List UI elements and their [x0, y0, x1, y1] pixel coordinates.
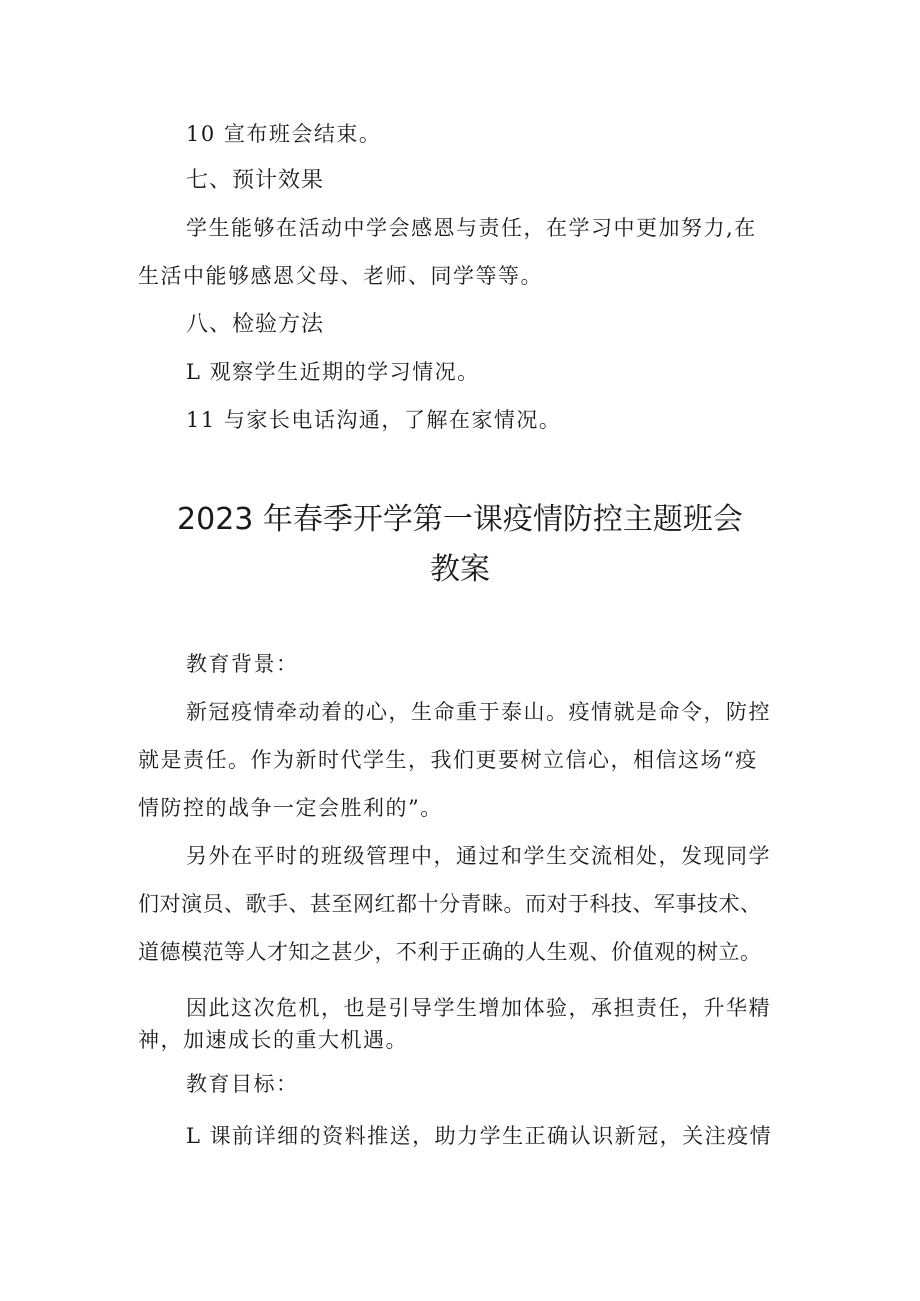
goal-label: 教育目标： — [186, 1072, 299, 1096]
background-paragraph-1-line-3: 情防控的战争一定会胜利的”。 — [138, 796, 443, 820]
section-7-paragraph-line-1: 学生能够在活动中学会感恩与责任，在学习中更加努力,在 — [186, 216, 757, 240]
section-8-heading: 八、检验方法 — [186, 312, 325, 337]
background-paragraph-1-line-2: 就是责任。作为新时代学生，我们更要树立信心，相信这场“疫 — [138, 748, 758, 772]
background-paragraph-1-line-1: 新冠疫情牵动着的心，生命重于泰山。疫情就是命令，防控 — [186, 700, 771, 724]
section-8-item-2: 11 与家长电话沟通，了解在家情况。 — [186, 408, 562, 432]
background-paragraph-3-line-1: 因此这次危机，也是引导学生增加体验，承担责任，升华精 — [186, 996, 771, 1020]
section-7-heading: 七、预计效果 — [186, 168, 325, 193]
background-paragraph-2-line-1: 另外在平时的班级管理中，通过和学生交流相处，发现同学 — [186, 844, 771, 868]
lesson-plan-title-line-1: 2023 年春季开学第一课疫情防控主题班会 — [177, 502, 743, 537]
lesson-plan-title-line-2: 教案 — [430, 552, 490, 587]
goal-item-1: L 课前详细的资料推送，助力学生正确认识新冠，关注疫情 — [186, 1124, 773, 1148]
step-10-text: 10 宣布班会结束。 — [186, 122, 382, 146]
section-8-item-1: L 观察学生近期的学习情况。 — [186, 360, 480, 384]
section-7-paragraph-line-2: 生活中能够感恩父母、老师、同学等等。 — [138, 264, 543, 288]
background-paragraph-2-line-3: 道德模范等人才知之甚少，不利于正确的人生观、价值观的树立。 — [138, 940, 762, 964]
background-paragraph-3-line-2: 神，加速成长的重大机遇。 — [138, 1028, 408, 1052]
background-paragraph-2-line-2: 们对演员、歌手、甚至网红都十分青睐。而对于科技、军事技术、 — [138, 892, 762, 916]
background-label: 教育背景： — [186, 652, 299, 676]
